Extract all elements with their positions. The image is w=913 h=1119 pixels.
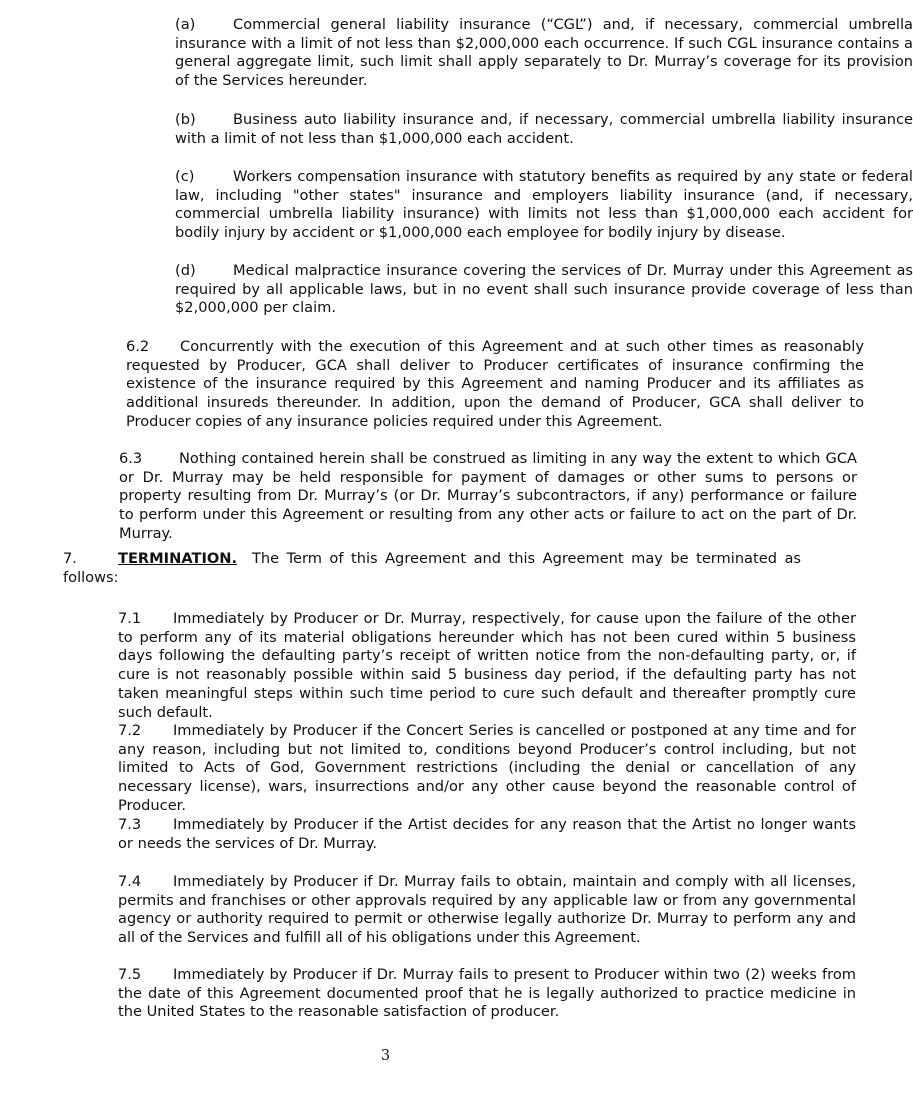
paragraph-7-5 xyxy=(9,966,856,1022)
item-label-c: (c) xyxy=(175,168,195,185)
item-label-a: (a) xyxy=(175,16,196,33)
item-text-d: Medical malpractice insurance covering the services of Dr. Murray under this Agreement as required by all applicable laws, but in no event shall such insurance provide coverage of less than $2,000,000 per claim. xyxy=(175,262,913,317)
item-text-c: Workers compensation insurance with statutory benefits as required by any state or federal law, including "other states" insurance and employers liability insurance (and, if necessary, commercial umbrella liability insurance) with limits not less than $1,000,000 each accident for bodily injury by accident or $1,000,000 each employee for bodily injury by disease. xyxy=(175,168,913,242)
paragraph-7-2 xyxy=(9,722,856,816)
paragraph-6-1-a xyxy=(9,16,913,91)
section-number-7: 7. xyxy=(63,550,77,567)
section-text-7-2: Immediately by Producer if the Concert Series is cancelled or postponed at any time and for any reason, including but not limited to, conditions beyond Producer’s control including, but not limited to Acts of God, Government restrictions (including the denial or cancellation of any necessary license), wars, insurrections and/or any other cause beyond the reasonable control of Producer. xyxy=(118,722,856,814)
section-number-7-3: 7.3 xyxy=(118,816,142,833)
paragraph-6-1-d xyxy=(9,262,913,318)
paragraph-6-1-b xyxy=(9,111,913,148)
page-number: 3 xyxy=(380,1048,391,1064)
section-number-7-1: 7.1 xyxy=(118,610,142,627)
item-label-b: (b) xyxy=(175,111,196,128)
section-number-6-2: 6.2 xyxy=(126,338,150,355)
section-7-heading xyxy=(9,550,801,587)
paragraph-7-3 xyxy=(9,816,856,853)
paragraph-6-1-c xyxy=(9,168,913,243)
section-number-7-5: 7.5 xyxy=(118,966,142,983)
section-text-7-1: Immediately by Producer or Dr. Murray, respectively, for cause upon the failure of the other to perform any of its material obligations hereunder which has not been cured within 5 business days following the defaulting party’s receipt of written notice from the non-defaulting party, or, if cure is not reasonably possible within said 5 business day period, if the defaulting party has not taken meaningful steps within such time period to cure such default and thereafter promptly cure such default. xyxy=(118,610,856,721)
item-label-d: (d) xyxy=(175,262,196,279)
paragraph-7-1 xyxy=(9,610,856,722)
paragraph-7-4 xyxy=(9,873,856,948)
section-text-6-3: Nothing contained herein shall be construed as limiting in any way the extent to which GCA or Dr. Murray may be held responsible for payment of damages or other sums to persons or property resulting from Dr. Murray’s (or Dr. Murray’s subcontractors, if any) performance or failure to perform under this Agreement or resulting from any other acts or failure to act on the part of Dr. Murray. xyxy=(119,450,857,542)
paragraph-6-3 xyxy=(9,450,857,544)
item-text-a: Commercial general liability insurance (“CGL”) and, if necessary, commercial umbrella insurance with a limit of not less than $2,000,000 each occurrence. If such CGL insurance contains a general aggregate limit, such limit shall apply separately to Dr. Murray’s coverage for its provision of the Services hereunder. xyxy=(175,16,913,90)
section-text-7-3: Immediately by Producer if the Artist decides for any reason that the Artist no longer wants or needs the services of Dr. Murray. xyxy=(118,816,856,852)
section-text-6-2: Concurrently with the execution of this Agreement and at such other times as reasonably requested by Producer, GCA shall deliver to Producer certificates of insurance confirming the existence of the insurance required by this Agreement and naming Producer and its affiliates as additional insureds thereunder. In addition, upon the demand of Producer, GCA shall deliver to Producer copies of any insurance policies required under this Agreement. xyxy=(126,338,864,430)
section-text-7-4: Immediately by Producer if Dr. Murray fails to obtain, maintain and comply with all licenses, permits and franchises or other approvals required by any applicable law or from any governmental agency or authority required to permit or otherwise legally authorize Dr. Murray to perform any and all of the Services and fulfill all of his obligations under this Agreement. xyxy=(118,873,856,947)
termination-title: TERMINATION. xyxy=(118,550,238,567)
section-number-7-2: 7.2 xyxy=(118,722,142,739)
termination-intro: The Term of this Agreement and this Agreement may be terminated as follows: xyxy=(63,550,801,586)
section-text-7-5: Immediately by Producer if Dr. Murray fails to present to Producer within two (2) weeks from the date of this Agreement documented proof that he is legally authorized to practice medicine in the United States to the reasonable satisfaction of producer. xyxy=(118,966,856,1021)
section-number-6-3: 6.3 xyxy=(119,450,143,467)
paragraph-6-2 xyxy=(9,338,864,432)
item-text-b: Business auto liability insurance and, if necessary, commercial umbrella liability insurance with a limit of not less than $1,000,000 each accident. xyxy=(175,111,913,147)
section-number-7-4: 7.4 xyxy=(118,873,142,890)
